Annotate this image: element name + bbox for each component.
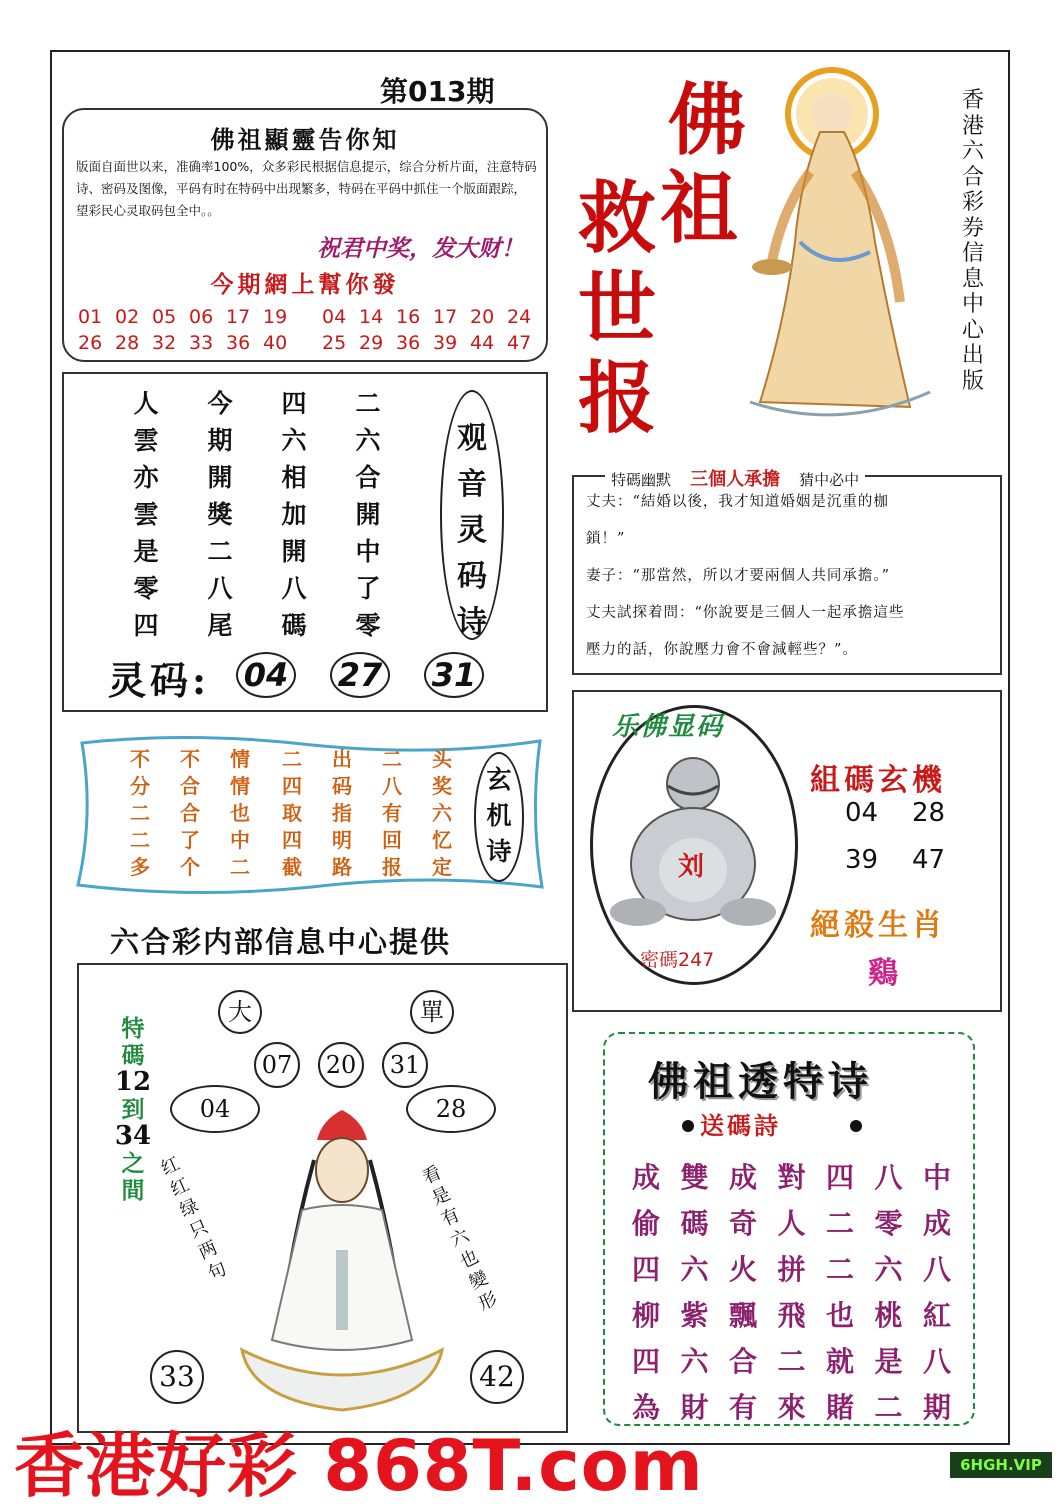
notice-number: 06	[189, 306, 214, 328]
big-label: 大	[218, 990, 262, 1034]
group-code-title: 組碼玄機	[810, 763, 946, 798]
poem-char: 相	[281, 463, 307, 492]
notice-number: 39	[433, 332, 458, 354]
mystic-char: 合	[180, 774, 200, 798]
watermark-logo: 6HGH.VIP	[950, 1452, 1052, 1478]
notice-number: 32	[152, 332, 177, 354]
seated-guanyin-illustration	[222, 1100, 462, 1420]
buddha-belly-char: 刘	[678, 852, 705, 882]
mystic-column	[226, 746, 254, 881]
poem-char: 開	[207, 463, 233, 492]
notice-number: 36	[396, 332, 421, 354]
special-poem-char: 紫	[680, 1299, 709, 1332]
special-poem-char: 拼	[777, 1253, 806, 1286]
poem-column	[200, 385, 240, 644]
mystic-char: 不	[180, 747, 200, 771]
poem-char: 期	[207, 426, 233, 455]
buddha-title: 乐佛显码	[612, 712, 725, 742]
mystic-char: 多	[130, 855, 150, 879]
special-poem-char: 就	[826, 1345, 855, 1378]
special-poem-char: 四	[632, 1345, 661, 1378]
joke-line: 鎖！”	[586, 531, 626, 547]
joke-line: 丈夫試探着問：“你說要是三個人一起承擔這些	[586, 605, 905, 621]
net-title: 今期網上幫你發	[210, 271, 400, 298]
notice-box	[62, 108, 548, 362]
mystic-column	[428, 746, 456, 881]
ling-code-label: 灵码:	[108, 658, 211, 703]
poem-column	[274, 385, 314, 644]
poem-column	[126, 385, 166, 644]
notice-number: 17	[226, 306, 251, 328]
poem-char: 開	[281, 537, 307, 566]
provider-line: 六合彩内部信息中心提供	[110, 925, 452, 959]
mystic-column	[126, 746, 154, 881]
special-poem-row	[632, 1340, 972, 1380]
notice-title: 佛祖顯靈告你知	[210, 125, 400, 154]
special-poem-char: 四	[826, 1161, 855, 1194]
notice-number: 14	[359, 306, 384, 328]
mystic-title-char: 玄	[486, 765, 512, 794]
special-poem-char: 碼	[680, 1207, 709, 1240]
tema-char: 之	[121, 1150, 145, 1177]
ling-number: 27	[330, 652, 390, 698]
mystic-column	[328, 746, 356, 881]
mystic-char: 情	[230, 747, 250, 771]
mystic-title-char: 诗	[486, 837, 512, 866]
site-banner: 香港好彩 868T.com	[14, 1425, 704, 1507]
title-char: 救	[578, 173, 657, 264]
bottom-right-number: 42	[470, 1350, 524, 1404]
special-poem-char: 飛	[777, 1299, 806, 1332]
special-poem-char: 雙	[680, 1161, 709, 1194]
title-char: 佛	[668, 75, 747, 166]
poem-char: 加	[281, 500, 307, 529]
poem-title-char: 诗	[457, 605, 487, 640]
special-poem-char: 火	[729, 1253, 758, 1286]
mystic-char: 取	[282, 801, 302, 825]
special-poem-char: 期	[923, 1391, 952, 1424]
poem-title-char: 音	[457, 467, 487, 502]
top-number: 20	[318, 1042, 364, 1088]
right-oval-number: 28	[406, 1085, 496, 1133]
mystic-char: 忆	[432, 828, 452, 852]
notice-number: 44	[470, 332, 495, 354]
notice-number: 25	[322, 332, 347, 354]
special-poem-char: 六	[680, 1253, 709, 1286]
special-poem-char: 成	[729, 1161, 758, 1194]
notice-number: 19	[263, 306, 288, 328]
poem-char: 合	[355, 463, 381, 492]
mystic-char: 四	[282, 774, 302, 798]
notice-number: 02	[115, 306, 140, 328]
special-poem-char: 零	[874, 1207, 903, 1240]
mystic-column	[176, 746, 204, 881]
mystic-char: 分	[130, 774, 150, 798]
guanyin-illustration	[740, 62, 940, 432]
special-poem-char: 中	[923, 1161, 952, 1194]
special-poem-char: 四	[632, 1253, 661, 1286]
mystic-char: 六	[432, 801, 452, 825]
mystic-char: 个	[180, 855, 200, 879]
notice-number: 33	[189, 332, 214, 354]
ling-number: 31	[424, 652, 484, 698]
special-poem-char: 二	[777, 1345, 806, 1378]
group-number: 47	[912, 845, 946, 875]
special-poem-char: 對	[777, 1161, 806, 1194]
special-poem-char: 八	[923, 1253, 952, 1286]
title-char: 世	[578, 263, 657, 354]
bottom-left-number: 33	[150, 1350, 204, 1404]
special-poem-subtitle: 送碼詩	[700, 1111, 781, 1140]
mystic-char: 也	[230, 801, 250, 825]
tema-char: 碼	[121, 1042, 145, 1069]
tema-char: 間	[121, 1177, 145, 1204]
special-poem-row	[632, 1202, 972, 1242]
poem-char: 四	[133, 611, 159, 640]
mystic-char: 奖	[432, 774, 452, 798]
poem-char: 亦	[133, 463, 159, 492]
notice-number: 05	[152, 306, 177, 328]
special-poem-char: 八	[874, 1161, 903, 1194]
mystic-char: 二	[282, 747, 302, 771]
mystic-char: 截	[282, 855, 302, 879]
special-poem-char: 桃	[874, 1299, 903, 1332]
special-poem-char: 為	[632, 1391, 661, 1424]
mystic-char: 定	[432, 855, 452, 879]
poem-char: 是	[133, 537, 159, 566]
secret-code: 密碼247	[640, 949, 715, 971]
notice-number: 47	[507, 332, 532, 354]
notice-number: 17	[433, 306, 458, 328]
poem-char: 六	[355, 426, 381, 455]
mystic-char: 明	[332, 828, 352, 852]
mystic-char: 二	[230, 855, 250, 879]
mystic-column	[278, 746, 306, 881]
joke-line: 妻子：“那當然，所以才要兩個人共同承擔。”	[586, 568, 891, 584]
bullet-dot	[850, 1120, 862, 1132]
mystic-char: 头	[432, 747, 452, 771]
poem-char: 零	[133, 574, 159, 603]
mystic-char: 码	[332, 774, 352, 798]
mystic-char: 八	[382, 774, 402, 798]
joke-body	[586, 484, 990, 669]
mystic-char: 二	[130, 801, 150, 825]
tema-char: 到	[121, 1096, 145, 1123]
wish-text: 祝君中奖，发大财！	[317, 235, 524, 262]
poem-char: 尾	[207, 611, 233, 640]
group-number: 39	[845, 845, 879, 875]
mystic-char: 不	[130, 747, 150, 771]
special-poem-char: 柳	[632, 1299, 661, 1332]
notice-body: 版面自面世以来，准确率100%，众多彩民根据信息提示，综合分析片面，注意特码诗、密码及图像，平码有时在特码中出现繁多，特码在平码中抓住一个版面跟踪，望彩民心灵取码包全中。。	[76, 159, 537, 218]
poem-char: 八	[207, 574, 233, 603]
special-poem-char: 賭	[826, 1391, 855, 1424]
special-poem-char: 二	[874, 1391, 903, 1424]
poem-char: 二	[355, 389, 381, 418]
poem-char: 了	[355, 574, 381, 603]
mystic-char: 合	[180, 801, 200, 825]
special-range-label	[113, 1015, 153, 1204]
mystic-char: 指	[332, 801, 352, 825]
special-poem-char: 來	[777, 1391, 806, 1424]
notice-number: 24	[507, 306, 532, 328]
notice-number: 20	[470, 306, 495, 328]
special-poem-char: 飄	[729, 1299, 758, 1332]
special-poem-char: 偷	[632, 1207, 661, 1240]
group-number: 28	[912, 798, 946, 828]
title-char: 报	[578, 353, 657, 444]
special-poem-char: 紅	[923, 1299, 952, 1332]
poem-char: 開	[355, 500, 381, 529]
poem-char: 四	[281, 389, 307, 418]
notice-number-row	[78, 332, 300, 354]
kill-zodiac-title: 絕殺生肖	[810, 908, 946, 943]
notice-number: 36	[226, 332, 251, 354]
notice-number: 26	[78, 332, 103, 354]
special-poem-char: 二	[826, 1253, 855, 1286]
poem-title-char: 码	[457, 559, 487, 594]
notice-number: 40	[263, 332, 288, 354]
poem-column	[348, 385, 388, 644]
special-poem-row	[632, 1294, 972, 1334]
poem-char: 六	[281, 426, 307, 455]
special-poem-char: 人	[777, 1207, 806, 1240]
top-number: 07	[254, 1042, 300, 1088]
mystic-column	[378, 746, 406, 881]
special-poem-char: 二	[826, 1207, 855, 1240]
poem-title	[448, 416, 496, 646]
top-number: 31	[382, 1042, 428, 1088]
notice-number: 04	[322, 306, 347, 328]
mystic-title-char: 机	[486, 801, 512, 830]
special-poem-char: 六	[680, 1345, 709, 1378]
mystic-char: 回	[382, 828, 402, 852]
poem-char: 獎	[207, 500, 233, 529]
mystic-char: 二	[130, 828, 150, 852]
poem-char: 雲	[133, 500, 159, 529]
poem-char: 碼	[281, 611, 307, 640]
special-poem-char: 有	[729, 1391, 758, 1424]
publisher-vertical: 香港六合彩券信息中心出版	[961, 88, 984, 394]
special-poem-char: 是	[874, 1345, 903, 1378]
left-oval-number: 04	[170, 1085, 260, 1133]
notice-number-row	[78, 306, 300, 328]
joke-line: 壓力的話，你說壓力會不會減輕些？”。	[586, 642, 858, 658]
joke-header-left: 特碼幽默	[611, 471, 672, 489]
notice-number: 01	[78, 306, 103, 328]
kill-zodiac: 鷄	[868, 956, 898, 991]
special-poem-char: 成	[923, 1207, 952, 1240]
special-poem-char: 奇	[729, 1207, 758, 1240]
mystic-char: 了	[180, 828, 200, 852]
joke-header-right: 猜中必中	[799, 471, 860, 489]
laughing-buddha-illustration	[608, 752, 778, 932]
poem-char: 八	[281, 574, 307, 603]
special-poem-title: 佛祖透特诗	[648, 1058, 873, 1105]
group-number: 04	[845, 798, 879, 828]
poem-char: 今	[207, 389, 233, 418]
mystic-char: 报	[382, 855, 402, 879]
mystic-char: 中	[230, 828, 250, 852]
joke-header-title: 三個人承擔	[690, 469, 781, 490]
special-poem-row	[632, 1156, 972, 1196]
special-poem-char: 合	[729, 1345, 758, 1378]
single-label: 單	[410, 990, 454, 1034]
mystic-char: 路	[332, 855, 352, 879]
joke-line: 丈夫：“結婚以後，我才知道婚姻是沉重的枷	[586, 494, 889, 510]
poem-char: 中	[355, 537, 381, 566]
special-poem-char: 成	[632, 1161, 661, 1194]
notice-number: 28	[115, 332, 140, 354]
poem-char: 人	[133, 389, 159, 418]
title-char: 祖	[660, 163, 739, 254]
tema-char: 特	[121, 1015, 145, 1042]
special-poem-row	[632, 1248, 972, 1288]
poem-char: 零	[355, 611, 381, 640]
issue-number: 第013期	[380, 75, 495, 108]
tema-number: 12	[114, 1067, 152, 1097]
special-poem-char: 八	[923, 1345, 952, 1378]
poem-char: 二	[207, 537, 233, 566]
notice-number: 29	[359, 332, 384, 354]
bullet-dot	[682, 1120, 694, 1132]
poem-title-char: 灵	[457, 513, 487, 548]
notice-number-row	[322, 306, 544, 328]
mystic-title	[480, 762, 518, 870]
mystic-char: 四	[282, 828, 302, 852]
mystic-char: 情	[230, 774, 250, 798]
notice-number: 16	[396, 306, 421, 328]
special-poem-char: 也	[826, 1299, 855, 1332]
poem-char: 雲	[133, 426, 159, 455]
mystic-char: 有	[382, 801, 402, 825]
special-poem-char: 財	[680, 1391, 709, 1424]
right-verse: 看是有六也變形	[419, 1162, 501, 1315]
left-verse: 红红绿只两句	[158, 1153, 230, 1285]
notice-number-row	[322, 332, 544, 354]
mystic-char: 二	[382, 747, 402, 771]
ling-number: 04	[236, 652, 296, 698]
mystic-char: 出	[332, 747, 352, 771]
poem-title-char: 观	[457, 421, 487, 456]
tema-number: 34	[114, 1121, 152, 1151]
special-poem-char: 六	[874, 1253, 903, 1286]
